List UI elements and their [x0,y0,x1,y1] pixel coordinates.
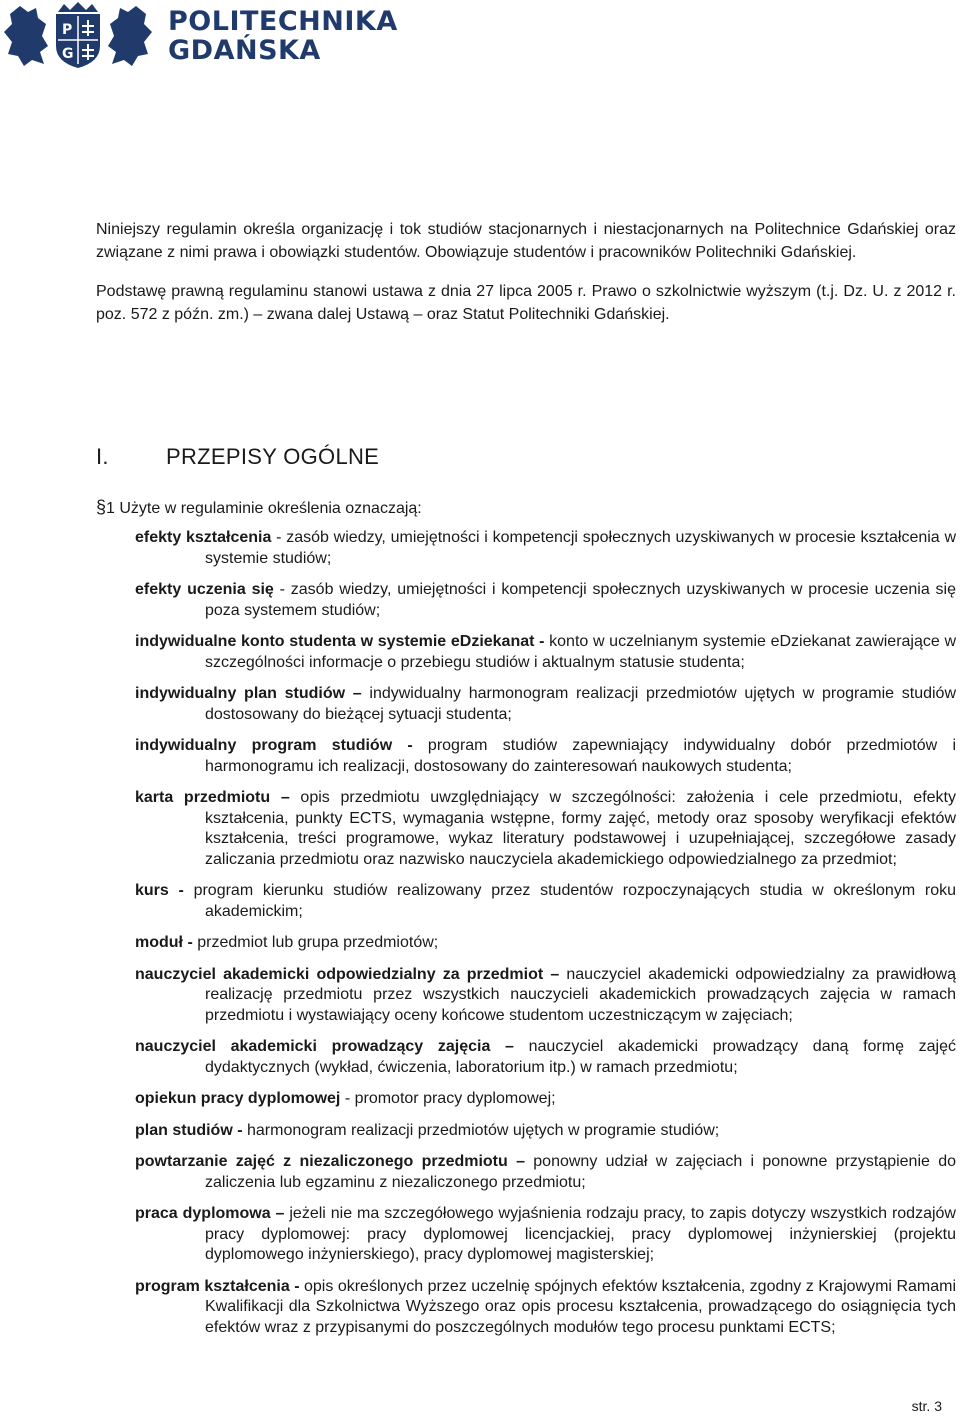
definition-term: nauczyciel akademicki prowadzący zajęcia – [135,1038,514,1055]
paragraph-1-intro [96,496,422,520]
definition-term: efekty kształcenia [135,529,272,546]
definition-term: praca dyplomowa – [135,1205,285,1222]
definition-description: konto w uczelnianym systemie eDziekanat zawierające w szczególności informacje o przebiegu studiów i aktualnym statusie studenta; [205,633,957,671]
definition-description: ponowny udział w zajęciach i ponowne przystąpienie do zaliczenia lub egzaminu z niezaliczonego przedmiotu; [205,1153,956,1191]
definition-description: nauczyciel akademicki odpowiedzialny za prawidłową realizację przedmiotu przez wszystkich nauczycieli akademickich prowadzących zajęcia w ramach przedmiotu i wystawiający oceny końcowe studentom uczestniczącym w zajęciach; [205,965,957,1024]
definition-item [135,1037,956,1078]
intro-paragraph-1: Niniejszy regulamin określa organizację i tok studiów stacjonarnych i niestacjonarnych na Politechnice Gdańskiej oraz związane z nimi prawa i obowiązki studentów. Obowiązuje studentów i pracowników Politechniki Gdańskiej. [96,221,956,261]
definition-item [135,1089,956,1110]
definition-description: jeżeli nie ma szczegółowego wyjaśnienia rodzaju pracy, to zapis dotyczy wszystkich rodzajów pracy dyplomowej: pracy dyplomowej licencjackiej, pracy dyplomowej inżynierskiej (projektu dyplomowego inżynierskiego), pracy dyplomowej magisterskiej; [205,1205,956,1263]
page-number: str. 3 [911,1398,942,1414]
definition-description: harmonogram realizacji przedmiotów ujętych w programie studiów; [242,1121,720,1139]
definition-item [135,788,956,870]
definition-description: opis określonych przez uczelnię spójnych efektów kształcenia, zgodny z Krajowymi Ramami Kwalifikacji dla Szkolnictwa Wyższego oraz opis procesu kształcenia, prowadzącego do osiągnięcia tych efektów wraz z przypisanymi do poszczególnych modułów tego procesu punktami ECTS; [205,1277,957,1336]
definition-item [135,933,956,954]
definition-item [135,684,956,725]
paragraph-number: 1 [106,500,115,517]
pg-crest-icon [2,2,154,68]
logo-wordmark [168,8,398,66]
definition-term: indywidualny program studiów - [135,737,413,754]
definition-description: indywidualny harmonogram realizacji przedmiotów ujętych w programie studiów dostosowany do bieżącej sytuacji studenta; [205,685,957,723]
definition-item [135,965,956,1027]
definition-term: karta przedmiotu – [135,789,290,806]
definition-term: powtarzanie zajęć z niezaliczonego przedmiotu – [135,1153,525,1170]
definition-item [135,580,956,621]
paragraph-symbol: § [96,497,107,517]
paragraph-text: Użyte w regulaminie określenia oznaczają: [119,500,422,517]
shield-letter-p: P [62,22,73,38]
definition-term: indywidualny plan studiów – [135,685,362,702]
definition-term: kurs - [135,882,184,899]
definition-description: program kierunku studiów realizowany przez studentów rozpoczynających studia w określonym roku akademickim; [183,882,956,920]
definition-term: plan studiów - [135,1121,243,1139]
logo-line2: GDAŃSKA [168,35,321,66]
intro-paragraph-2: Podstawę prawną regulaminu stanowi ustawa z dnia 27 lipca 2005 r. Prawo o szkolnictwie wyższym (t.j. Dz. U. z 2012 r. poz. 572 z późn. zm.) – zwana dalej Ustawą – oraz Statut Politechniki Gdańskiej. [96,283,956,323]
definition-description: program studiów zapewniający indywidualny dobór przedmiotów i harmonogramu ich realizacji, dostosowany do zainteresowań naukowych studenta; [205,737,956,775]
definition-item [135,1277,956,1339]
definition-item [135,1152,956,1193]
definition-term: nauczyciel akademicki odpowiedzialny za przedmiot – [135,965,560,983]
definition-description: nauczyciel akademicki prowadzący daną formę zajęć dydaktycznych (wykład, ćwiczenia, laboratorium itp.) w ramach przedmiotu; [205,1038,957,1076]
section-number: I. [96,444,109,469]
definition-item [135,736,956,777]
definition-item [135,1121,956,1142]
definition-term: indywidualne konto studenta w systemie eDziekanat - [135,633,545,650]
intro-section [96,218,956,326]
definition-description: - zasób wiedzy, umiejętności i kompetencji społecznych uzyskiwanych w procesie kształcenia w systemie studiów; [205,529,957,567]
definition-item [135,528,956,569]
section-heading [96,444,379,470]
definition-item [135,632,956,673]
definition-description: - zasób wiedzy, umiejętności i kompetencji społecznych uzyskiwanych w procesie uczenia się poza systemem studiów; [205,581,956,619]
definition-term: moduł - [135,934,193,951]
university-logo [0,0,420,70]
definition-term: efekty uczenia się [135,581,274,598]
logo-line1: POLITECHNIKA [168,6,398,37]
definition-term: program kształcenia - [135,1277,300,1295]
definition-term: opiekun pracy dyplomowej [135,1090,341,1107]
definition-description: przedmiot lub grupa przedmiotów; [192,934,439,951]
definition-description: - promotor pracy dyplomowej; [340,1090,556,1107]
section-title-text: PRZEPISY OGÓLNE [166,444,380,469]
definition-item [135,1204,956,1266]
shield-letter-g: G [62,46,74,62]
definition-item [135,881,956,922]
definitions-list [135,528,956,1349]
definition-description: opis przedmiotu uwzględniający w szczególności: założenia i cele przedmiotu, efekty kształcenia, punkty ECTS, wymagania wstępne, formy zajęć, metody oraz sposoby weryfikacji efektów kształcenia, treści programowe, wykaz literatury podstawowej i uzupełniającej, szczegółowe zasady zaliczania przedmiotu oraz nazwisko nauczyciela akademickiego odpowiedzialnego za przedmiot; [205,789,956,868]
